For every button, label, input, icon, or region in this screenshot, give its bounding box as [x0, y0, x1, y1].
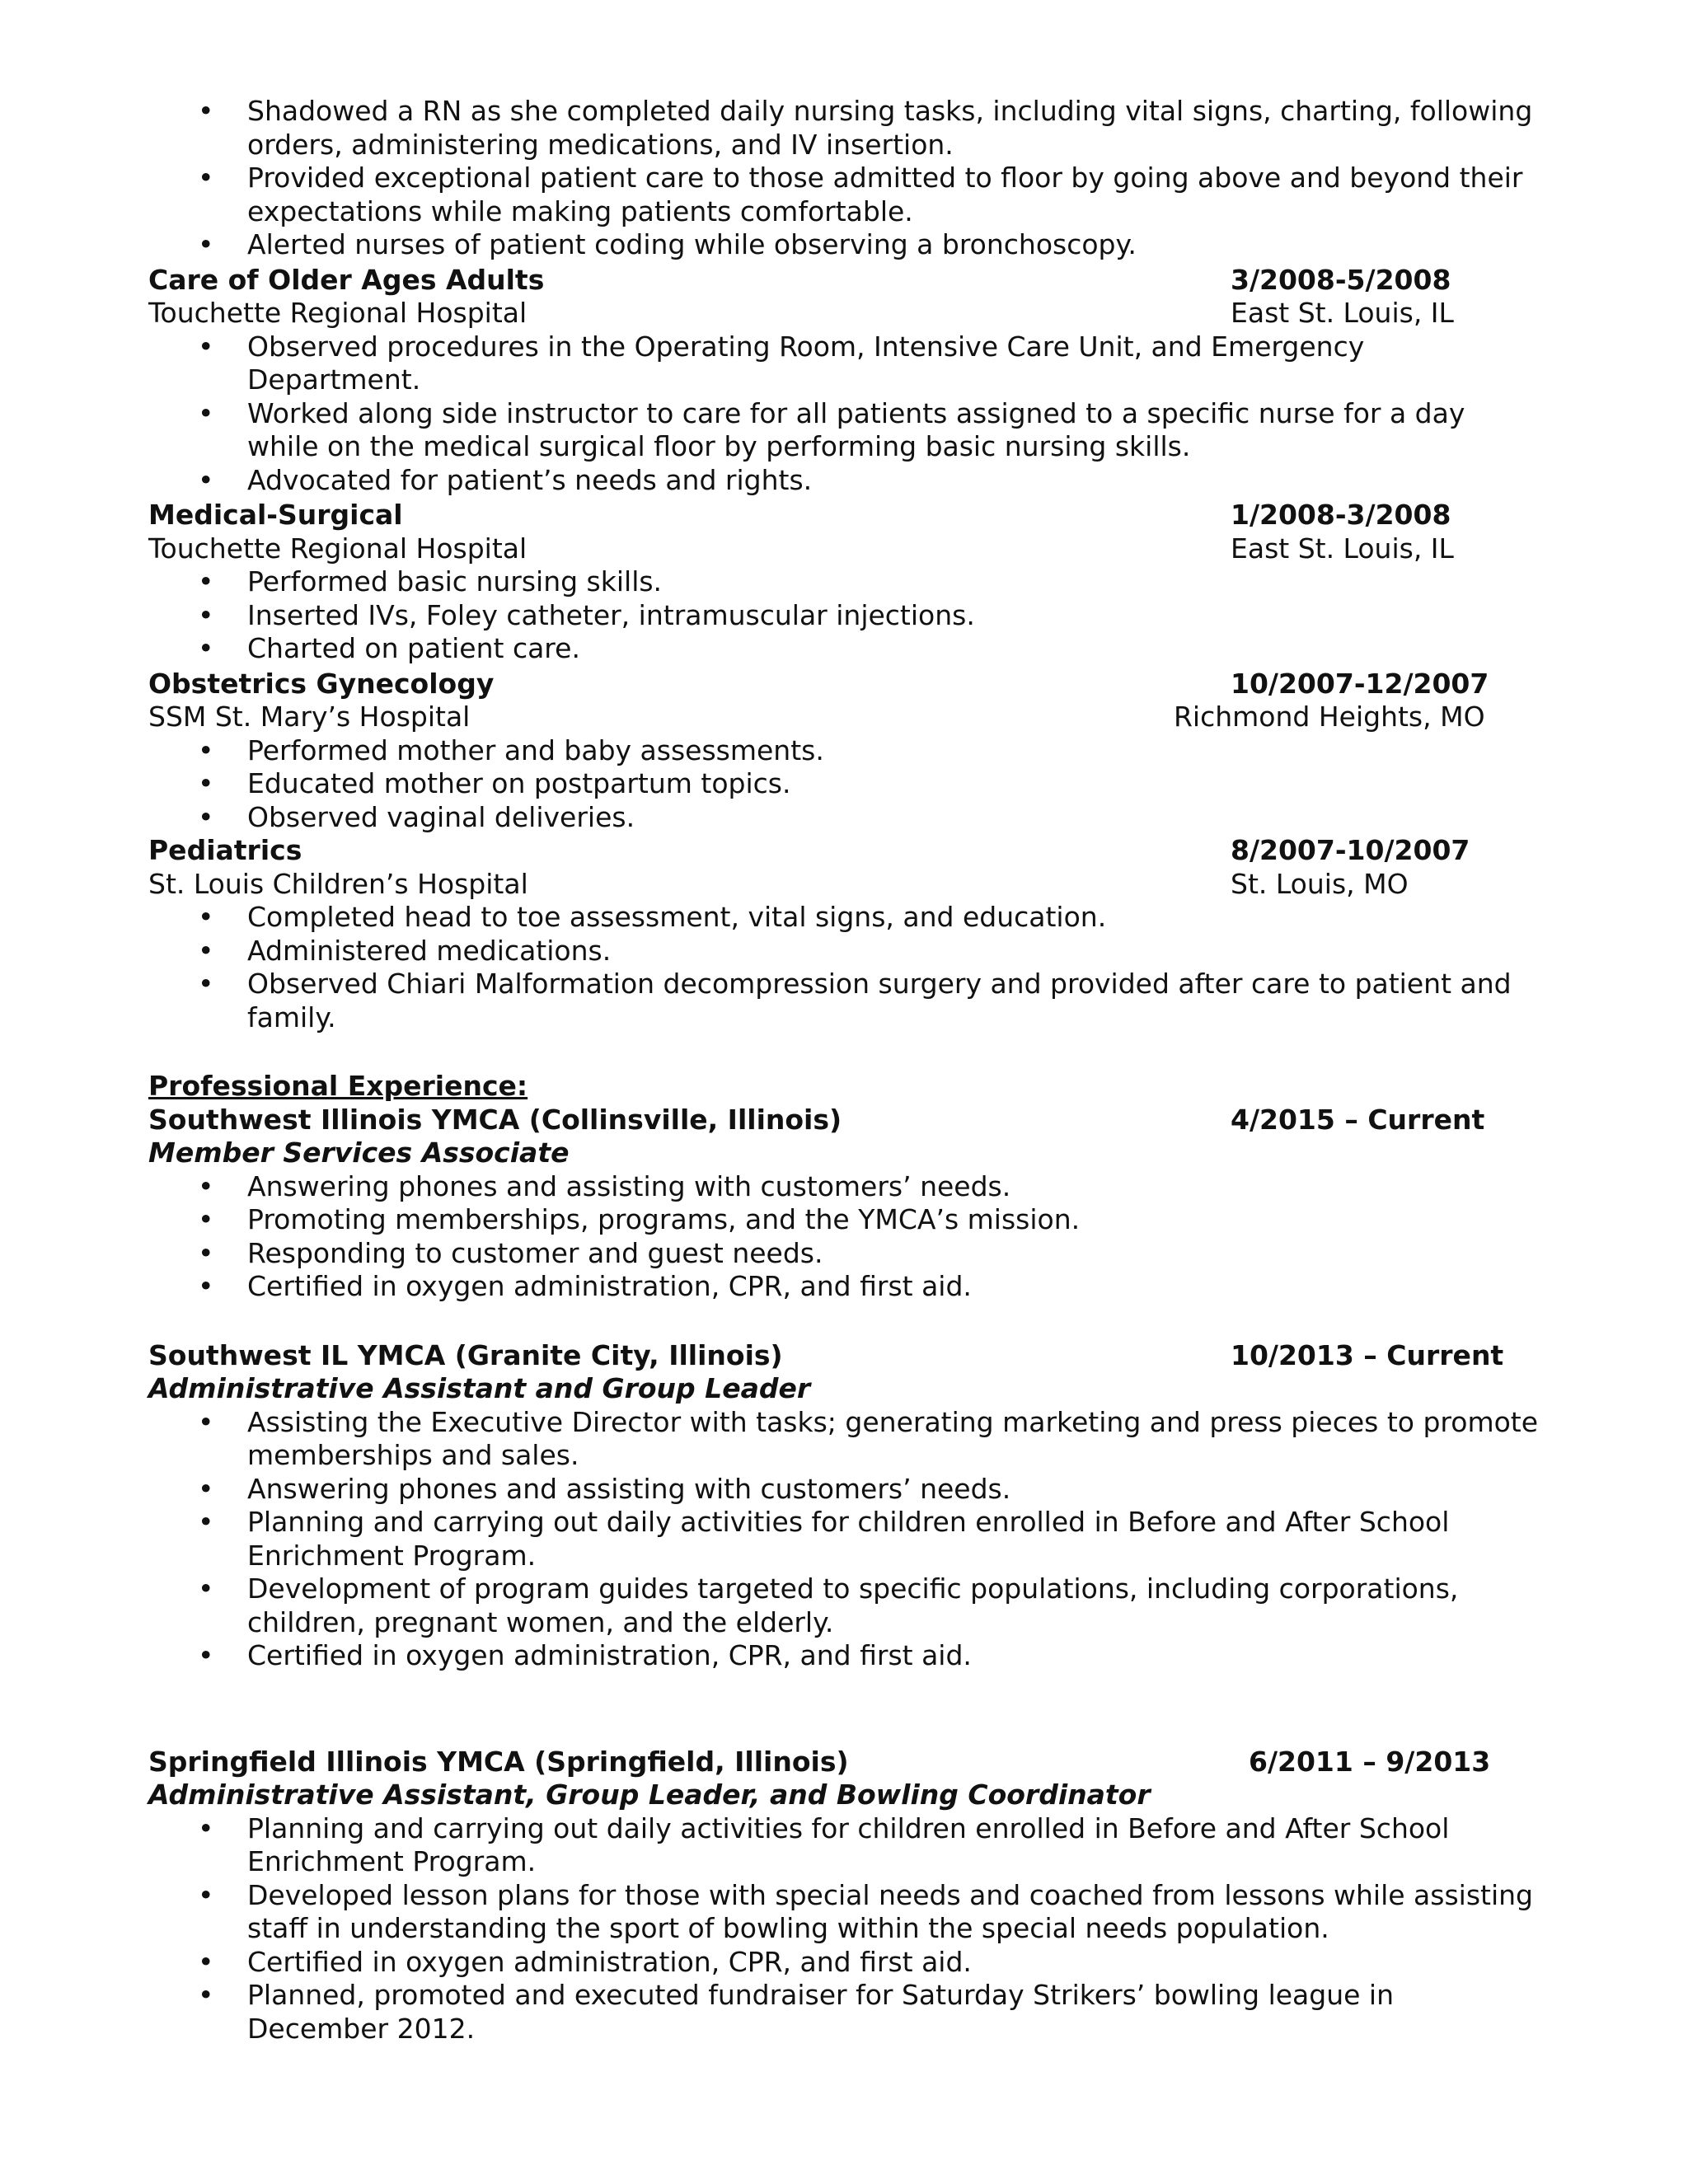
clinical-location: St. Louis, MO: [1231, 867, 1409, 900]
bullet-item: • Certified in oxygen administration, CPR, and first aid.: [148, 1946, 1541, 1980]
bullet-item: • Administered medications.: [148, 935, 1541, 968]
bullet-item: • Worked along side instructor to care for all patients assigned to a specific nurse for a day while on the medical surgical floor by performing basic nursing skills.: [148, 397, 1541, 464]
bullet-item: • Provided exceptional patient care to those admitted to floor by going above and beyond their expectations while making patients comfortable.: [148, 162, 1541, 228]
clinical-bullet-list: [148, 330, 1541, 498]
bullet-item: • Completed head to toe assessment, vital signs, and education.: [148, 901, 1541, 935]
job-bullet-list: [148, 1170, 1541, 1304]
bullet-item: • Answering phones and assisting with customers’ needs.: [148, 1170, 1541, 1204]
clinical-bullet-list: [148, 565, 1541, 666]
clinical-location: Richmond Heights, MO: [1174, 701, 1485, 733]
bullet-item: • Promoting memberships, programs, and the YMCA’s mission.: [148, 1203, 1541, 1237]
clinical-location: East St. Louis, IL: [1231, 297, 1454, 329]
clinical-title: Pediatrics: [148, 834, 302, 866]
clinical-bullet-list: [148, 734, 1541, 835]
job-employer: Southwest Illinois YMCA (Collinsville, Illinois): [148, 1103, 842, 1136]
clinical-bullet-list: [148, 901, 1541, 1034]
clinical-title: Medical-Surgical: [148, 499, 403, 531]
job-employer: Springfield Illinois YMCA (Springfield, Illinois): [148, 1745, 849, 1778]
bullet-item: • Observed procedures in the Operating Room, Intensive Care Unit, and Emergency Department.: [148, 330, 1541, 397]
bullet-item: • Certified in oxygen administration, CPR, and first aid.: [148, 1639, 1541, 1673]
bullet-item: • Developed lesson plans for those with special needs and coached from lessons while assisting staff in understanding the sport of bowling within the special needs population.: [148, 1879, 1541, 1946]
bullet-item: • Inserted IVs, Foley catheter, intramuscular injections.: [148, 599, 1541, 633]
job-dates: 6/2011 – 9/2013: [1249, 1745, 1491, 1778]
job-role: Member Services Associate: [148, 1137, 570, 1169]
clinical-title: Obstetrics Gynecology: [148, 667, 495, 700]
bullet-item: • Answering phones and assisting with customers’ needs.: [148, 1473, 1541, 1507]
clinical-dates: 1/2008-3/2008: [1231, 499, 1451, 531]
bullet-item: • Shadowed a RN as she completed daily nursing tasks, including vital signs, charting, following orders, administering medications, and IV insertion.: [148, 95, 1541, 162]
resume-page: [148, 95, 1541, 2046]
section-heading-professional-experience: Professional Experience:: [148, 1070, 528, 1102]
bullet-item: • Responding to customer and guest needs.: [148, 1237, 1541, 1271]
bullet-item: • Charted on patient care.: [148, 632, 1541, 666]
bullet-item: • Certified in oxygen administration, CPR, and first aid.: [148, 1270, 1541, 1304]
job-entry: [148, 1746, 1541, 2046]
clinical-dates: 10/2007-12/2007: [1231, 667, 1489, 700]
clinical-entry: [148, 668, 1541, 835]
clinical-entry: [148, 834, 1541, 1034]
bullet-item: • Observed Chiari Malformation decompression surgery and provided after care to patient and family.: [148, 968, 1541, 1034]
clinical-entry: [148, 499, 1541, 666]
clinical-organization: St. Louis Children’s Hospital: [148, 867, 528, 900]
job-bullet-list: [148, 1406, 1541, 1673]
bullet-item: • Performed basic nursing skills.: [148, 565, 1541, 599]
bullet-item: • Planned, promoted and executed fundraiser for Saturday Strikers’ bowling league in December 2012.: [148, 1979, 1541, 2046]
clinical-organization: SSM St. Mary’s Hospital: [148, 701, 471, 733]
job-employer: Southwest IL YMCA (Granite City, Illinois): [148, 1338, 783, 1371]
job-bullet-list: [148, 1812, 1541, 2046]
bullet-item: • Alerted nurses of patient coding while observing a bronchoscopy.: [148, 228, 1541, 262]
job-entry: [148, 1339, 1541, 1673]
clinical-dates: 3/2008-5/2008: [1231, 263, 1451, 296]
clinical-organization: Touchette Regional Hospital: [148, 297, 528, 329]
bullet-item: • Planning and carrying out daily activities for children enrolled in Before and After School Enrichment Program.: [148, 1506, 1541, 1572]
bullet-item: • Planning and carrying out daily activities for children enrolled in Before and After School Enrichment Program.: [148, 1812, 1541, 1879]
clinical-dates: 8/2007-10/2007: [1231, 834, 1470, 866]
bullet-item: • Educated mother on postpartum topics.: [148, 767, 1541, 801]
bullet-item: • Development of program guides targeted to specific populations, including corporations, children, pregnant women, and the elderly.: [148, 1572, 1541, 1639]
job-role: Administrative Assistant, Group Leader, and Bowling Coordinator: [148, 1779, 1151, 1811]
clinical-location: East St. Louis, IL: [1231, 532, 1454, 565]
job-entry: [148, 1104, 1541, 1304]
bullet-item: • Assisting the Executive Director with tasks; generating marketing and press pieces to promote memberships and sales.: [148, 1406, 1541, 1473]
job-role: Administrative Assistant and Group Leader: [148, 1372, 811, 1404]
clinical-entry: [148, 264, 1541, 498]
bullet-item: • Observed vaginal deliveries.: [148, 801, 1541, 835]
job-dates: 10/2013 – Current: [1231, 1338, 1504, 1371]
clinical-title: Care of Older Ages Adults: [148, 263, 545, 296]
intro-bullet-list: [148, 95, 1541, 262]
clinical-organization: Touchette Regional Hospital: [148, 532, 528, 565]
bullet-item: • Advocated for patient’s needs and rights.: [148, 464, 1541, 498]
bullet-item: • Performed mother and baby assessments.: [148, 734, 1541, 768]
job-dates: 4/2015 – Current: [1231, 1103, 1485, 1136]
